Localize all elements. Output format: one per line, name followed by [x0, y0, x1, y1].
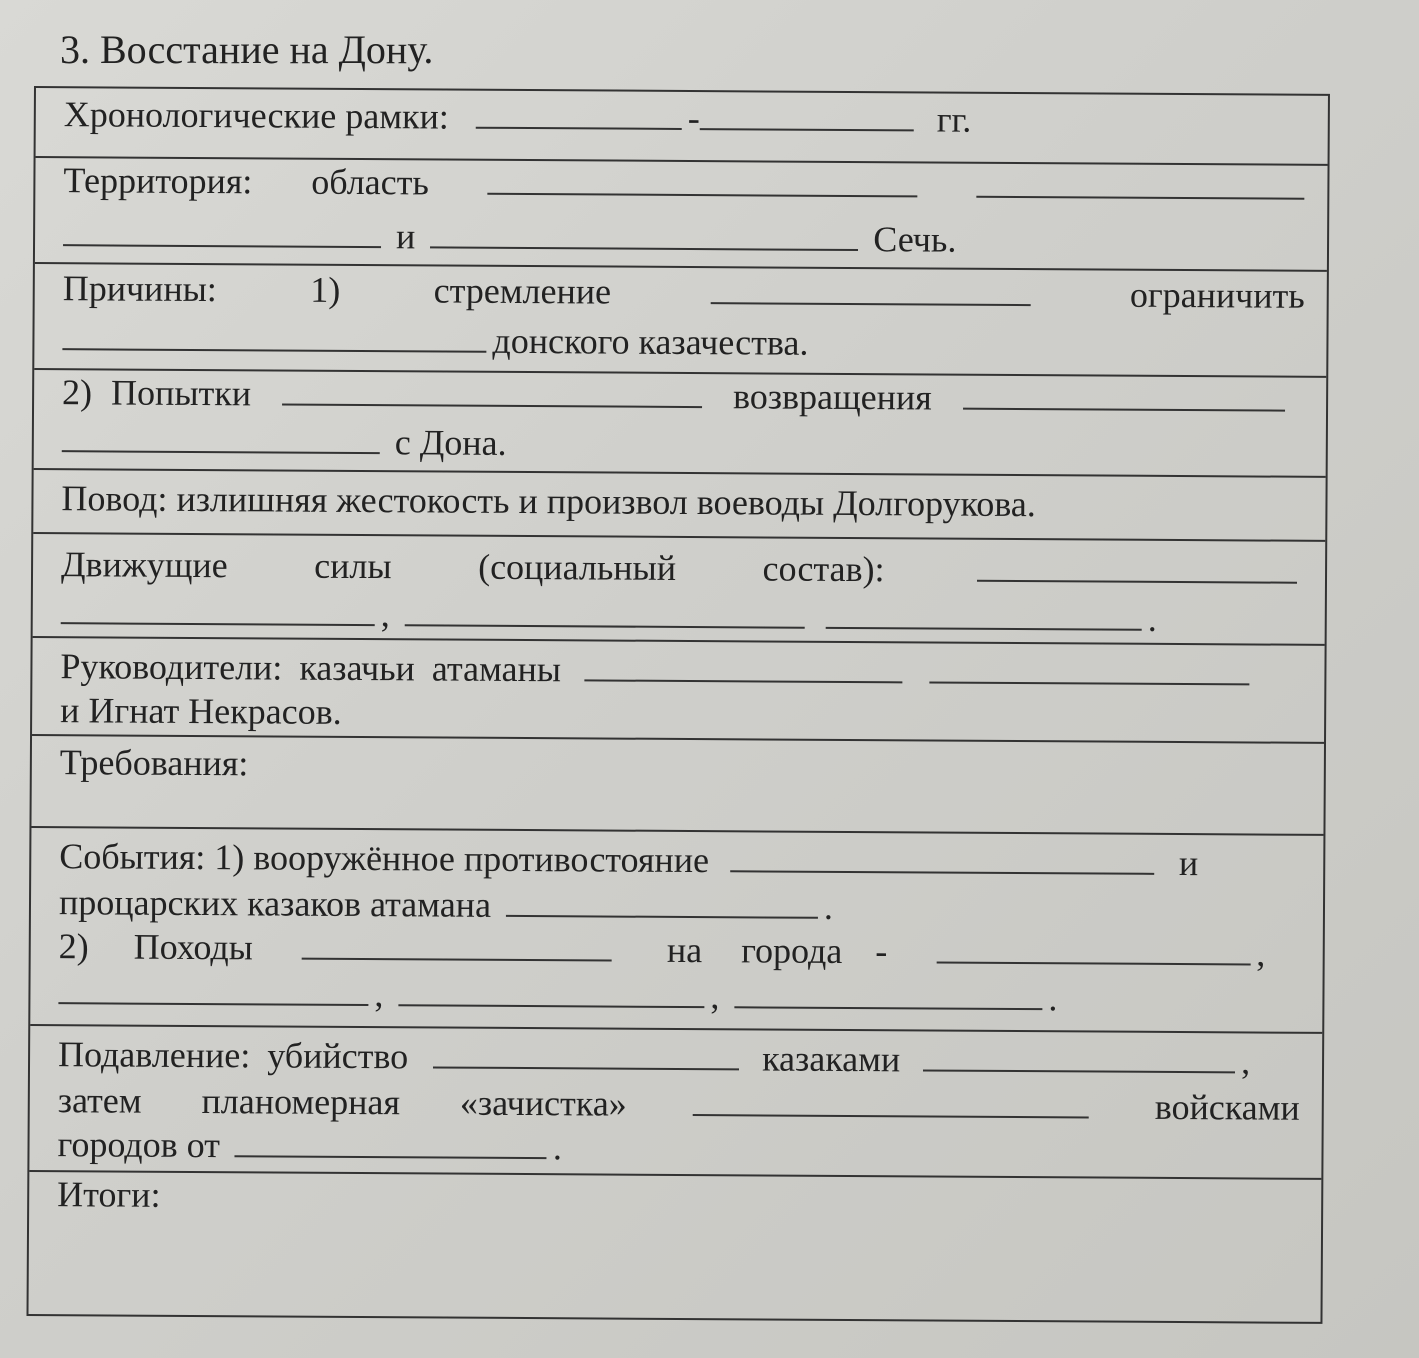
row-leaders [32, 638, 1325, 744]
events-comma-2: , [374, 974, 384, 1015]
forces-w3: (социальный [478, 546, 677, 588]
causes1-word2: ограничить [1129, 274, 1305, 316]
events-line2: процарских казаков атамана [58, 882, 492, 925]
suppression-line3: городов от [57, 1124, 221, 1166]
causes-label: Причины: [62, 268, 217, 310]
row-demands [31, 736, 1324, 836]
suppression-comma: , [1241, 1041, 1251, 1082]
events-towns: города [741, 930, 843, 971]
territory-and: и [395, 216, 416, 257]
suppression-blank-2[interactable] [923, 1039, 1235, 1073]
row-suppression [29, 1026, 1322, 1180]
leaders-w3: атаманы [431, 648, 562, 690]
suppression-l2a: затем [57, 1080, 142, 1121]
pretext-text: Повод: излишняя жестокость и произвол воеводы Долгорукова. [61, 478, 1036, 525]
events-blank-1[interactable] [730, 840, 1154, 875]
forces-comma: , [380, 594, 390, 635]
events-blank-4[interactable] [936, 932, 1250, 966]
forces-blank-1[interactable] [977, 550, 1297, 584]
forces-blank-4[interactable] [826, 597, 1142, 631]
end-year-blank[interactable] [700, 98, 914, 131]
row-causes-1 [34, 264, 1327, 378]
territory-word: область [311, 161, 429, 203]
events-dash: - [875, 931, 888, 972]
sich-name-blank[interactable] [430, 216, 858, 251]
leaders-w2: казачьи [299, 647, 415, 689]
region-blank-2[interactable] [977, 166, 1305, 200]
leaders-blank-2[interactable] [929, 651, 1249, 685]
year-dash: - [687, 97, 700, 139]
results-label: Итоги: [57, 1174, 161, 1215]
events-dot: . [823, 886, 834, 927]
forces-w4: состав): [762, 548, 885, 590]
events-blank-3[interactable] [302, 928, 612, 962]
suppression-w3: казаками [762, 1038, 901, 1080]
suppression-w1: Подавление: [57, 1034, 251, 1076]
events-end: . [1048, 978, 1058, 1019]
causes2-blank-2[interactable] [963, 378, 1285, 412]
leaders-w1: Руководители: [60, 646, 283, 688]
events-blank-2[interactable] [506, 885, 818, 919]
worksheet-table [26, 86, 1329, 1324]
events-num2: 2) [58, 926, 89, 967]
leaders-blank-1[interactable] [584, 649, 902, 683]
events-line1: События: 1) вооружённое противостояние [59, 836, 710, 881]
causes1-blank-1[interactable] [710, 272, 1030, 306]
page-title: 3. Восстание на Дону. [60, 27, 434, 72]
suppression-dot: . [552, 1127, 563, 1168]
row-chronology [36, 88, 1328, 166]
suppression-blank-3[interactable] [693, 1084, 1089, 1118]
row-pretext [33, 470, 1325, 542]
causes1-word1: стремление [433, 270, 612, 312]
row-events [30, 828, 1323, 1034]
region-blank-1[interactable] [488, 163, 918, 198]
causes2-num: 2) [62, 372, 93, 413]
row-causes-2 [34, 370, 1327, 478]
events-comma-1: , [1256, 933, 1266, 974]
row-results [28, 1172, 1321, 1322]
years-suffix: гг. [936, 99, 972, 140]
territory-end: Сечь. [873, 219, 957, 260]
region-blank-3[interactable] [63, 214, 381, 248]
causes-num-1: 1) [310, 269, 341, 310]
suppression-l2b: планомерная [201, 1081, 401, 1123]
forces-blank-3[interactable] [405, 594, 805, 628]
suppression-blank-4[interactable] [235, 1125, 547, 1159]
forces-blank-2[interactable] [61, 592, 375, 626]
suppression-w2: убийство [267, 1035, 409, 1077]
causes2-blank-1[interactable] [282, 374, 702, 409]
row-territory [35, 158, 1328, 272]
causes2-word2: возвращения [732, 376, 932, 418]
leaders-line2: и Игнат Некрасов. [60, 690, 342, 732]
suppression-l2d: войсками [1154, 1086, 1300, 1128]
causes2-word1: Попытки [111, 372, 252, 414]
forces-w2: силы [314, 545, 392, 587]
events-and: и [1178, 843, 1199, 884]
events-na: на [666, 929, 703, 971]
demands-label: Требования: [59, 742, 249, 784]
causes2-blank-3[interactable] [62, 420, 380, 454]
suppression-blank-1[interactable] [433, 1036, 739, 1070]
forces-dot: . [1147, 598, 1157, 639]
causes1-blank-2[interactable] [62, 318, 486, 353]
chronology-label: Хронологические рамки: [63, 94, 449, 137]
causes1-line2: донского казачества. [492, 320, 809, 363]
events-word: Походы [133, 926, 254, 968]
events-blank-6[interactable] [398, 974, 704, 1008]
start-year-blank[interactable] [476, 97, 682, 130]
suppression-l2c: «зачистка» [459, 1082, 627, 1124]
events-blank-7[interactable] [734, 976, 1042, 1010]
events-blank-5[interactable] [58, 972, 368, 1006]
territory-label: Территория: [63, 160, 253, 202]
forces-w1: Движущие [60, 544, 228, 586]
causes2-line2: с Дона. [394, 422, 507, 463]
events-comma-3: , [710, 976, 720, 1017]
row-forces [33, 534, 1326, 646]
